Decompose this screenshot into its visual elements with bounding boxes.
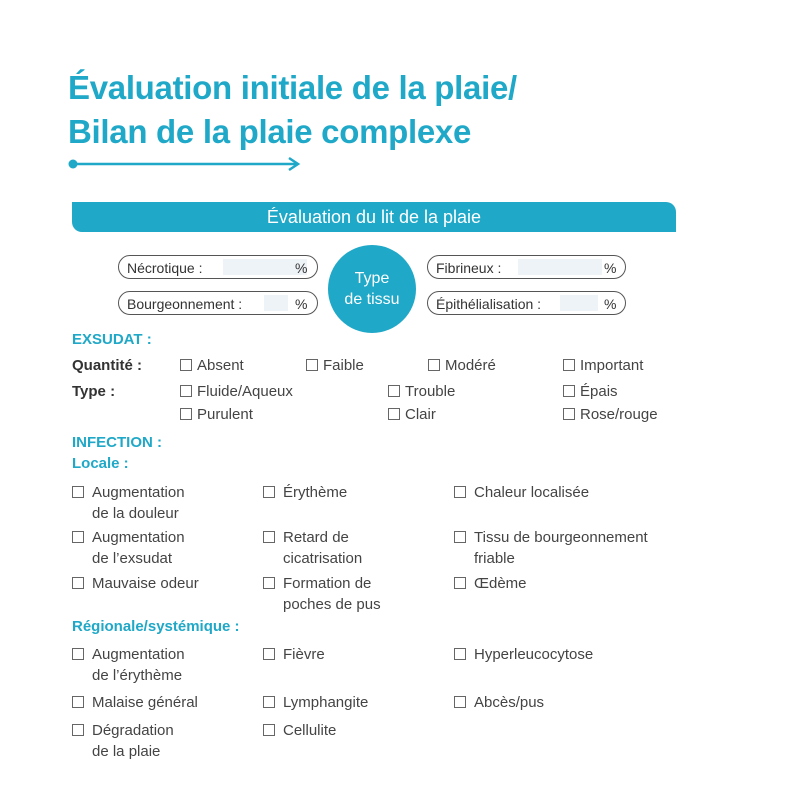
checkbox-oedeme[interactable] bbox=[454, 573, 527, 594]
checkbox-icon[interactable] bbox=[180, 385, 192, 397]
section-banner: Évaluation du lit de la plaie bbox=[72, 202, 676, 232]
checkbox-label: Malaise général bbox=[92, 694, 198, 711]
exsudat-heading: EXSUDAT : bbox=[72, 331, 152, 348]
checkbox-icon[interactable] bbox=[563, 408, 575, 420]
tissue-field-epithelialisation[interactable] bbox=[427, 291, 626, 315]
checkbox-label: Trouble bbox=[405, 383, 456, 400]
checkbox-hyperleucocytose[interactable] bbox=[454, 644, 593, 665]
checkbox-retard-cicatrisation[interactable] bbox=[263, 527, 362, 569]
tissue-field-label: Nécrotique : bbox=[127, 260, 203, 276]
checkbox-clair[interactable] bbox=[388, 404, 436, 425]
checkbox-label: Clair bbox=[405, 406, 436, 423]
checkbox-icon[interactable] bbox=[72, 531, 84, 543]
locale-heading: Locale : bbox=[72, 455, 129, 472]
regionale-heading: Régionale/systémique : bbox=[72, 618, 240, 635]
checkbox-label-line-2: poches de pus bbox=[283, 596, 381, 613]
checkbox-label: Important bbox=[580, 357, 644, 374]
tissue-field-fibrineux[interactable] bbox=[427, 255, 626, 279]
checkbox-degradation-plaie[interactable] bbox=[72, 720, 174, 762]
type-label: Type : bbox=[72, 383, 116, 400]
checkbox-lymphangite[interactable] bbox=[263, 692, 368, 713]
circle-line-2: de tissu bbox=[344, 291, 400, 308]
checkbox-icon[interactable] bbox=[428, 359, 440, 371]
checkbox-label: Lymphangite bbox=[283, 694, 369, 711]
percent-unit: % bbox=[295, 260, 308, 276]
arrow-right-icon bbox=[68, 156, 304, 172]
checkbox-label: Œdème bbox=[474, 575, 527, 592]
checkbox-trouble[interactable] bbox=[388, 381, 455, 402]
checkbox-icon[interactable] bbox=[263, 486, 275, 498]
percent-unit: % bbox=[604, 260, 617, 276]
checkbox-label-line-2: de la plaie bbox=[92, 743, 161, 760]
checkbox-augmentation-exsudat[interactable] bbox=[72, 527, 185, 569]
checkbox-icon[interactable] bbox=[72, 696, 84, 708]
checkbox-label: Rose/rouge bbox=[580, 406, 658, 423]
infection-heading: INFECTION : bbox=[72, 434, 162, 451]
checkbox-fluide-aqueux[interactable] bbox=[180, 381, 293, 402]
checkbox-erytheme[interactable] bbox=[263, 482, 347, 503]
checkbox-icon[interactable] bbox=[454, 696, 466, 708]
tissue-field-label: Fibrineux : bbox=[436, 260, 502, 276]
title-line-1: Évaluation initiale de la plaie/ bbox=[68, 69, 517, 106]
checkbox-faible[interactable] bbox=[306, 355, 364, 376]
tissue-field-label: Épithélialisation : bbox=[436, 296, 542, 312]
checkbox-poches-de-pus[interactable] bbox=[263, 573, 381, 615]
checkbox-label: Purulent bbox=[197, 406, 253, 423]
checkbox-icon[interactable] bbox=[180, 359, 192, 371]
checkbox-label: Épais bbox=[580, 383, 618, 400]
checkbox-purulent[interactable] bbox=[180, 404, 253, 425]
checkbox-cellulite[interactable] bbox=[263, 720, 336, 741]
checkbox-modere[interactable] bbox=[428, 355, 496, 376]
checkbox-abces-pus[interactable] bbox=[454, 692, 544, 713]
checkbox-augmentation-douleur[interactable] bbox=[72, 482, 185, 524]
percent-unit: % bbox=[604, 296, 617, 312]
checkbox-icon[interactable] bbox=[263, 724, 275, 736]
checkbox-icon[interactable] bbox=[263, 531, 275, 543]
percent-input[interactable] bbox=[560, 295, 598, 311]
checkbox-label: Hyperleucocytose bbox=[474, 646, 594, 663]
checkbox-label: Modéré bbox=[445, 357, 496, 374]
checkbox-malaise-general[interactable] bbox=[72, 692, 198, 713]
checkbox-label: Absent bbox=[197, 357, 244, 374]
checkbox-label-line-2: de l’érythème bbox=[92, 667, 183, 684]
checkbox-label-line-2: cicatrisation bbox=[283, 550, 363, 567]
checkbox-icon[interactable] bbox=[72, 486, 84, 498]
tissue-field-bourgeonnement[interactable] bbox=[118, 291, 318, 315]
tissue-field-label: Bourgeonnement : bbox=[127, 296, 243, 312]
checkbox-chaleur-localisee[interactable] bbox=[454, 482, 589, 503]
checkbox-rose-rouge[interactable] bbox=[563, 404, 658, 425]
checkbox-icon[interactable] bbox=[306, 359, 318, 371]
checkbox-label: Tissu de bourgeonnement bbox=[474, 529, 648, 546]
checkbox-icon[interactable] bbox=[388, 385, 400, 397]
checkbox-absent[interactable] bbox=[180, 355, 244, 376]
checkbox-icon[interactable] bbox=[454, 486, 466, 498]
checkbox-label: Fièvre bbox=[283, 646, 325, 663]
checkbox-icon[interactable] bbox=[263, 648, 275, 660]
checkbox-label: Fluide/Aqueux bbox=[197, 383, 293, 400]
checkbox-label: Augmentation bbox=[92, 646, 185, 663]
checkbox-tissu-bourgeonnement-friable[interactable] bbox=[454, 527, 648, 569]
checkbox-label: Érythème bbox=[283, 484, 348, 501]
checkbox-label: Retard de bbox=[283, 529, 349, 546]
checkbox-icon[interactable] bbox=[72, 648, 84, 660]
checkbox-icon[interactable] bbox=[454, 648, 466, 660]
checkbox-label: Dégradation bbox=[92, 722, 174, 739]
checkbox-icon[interactable] bbox=[263, 696, 275, 708]
page-title bbox=[68, 66, 517, 154]
quantite-label: Quantité : bbox=[72, 357, 142, 374]
checkbox-fievre[interactable] bbox=[263, 644, 325, 665]
tissue-type-circle bbox=[328, 245, 416, 333]
checkbox-icon[interactable] bbox=[388, 408, 400, 420]
checkbox-label: Cellulite bbox=[283, 722, 337, 739]
checkbox-label: Augmentation bbox=[92, 529, 185, 546]
percent-input[interactable] bbox=[264, 295, 288, 311]
checkbox-icon[interactable] bbox=[563, 359, 575, 371]
checkbox-label-line-2: friable bbox=[474, 550, 515, 567]
circle-line-1: Type bbox=[354, 270, 390, 287]
checkbox-important[interactable] bbox=[563, 355, 643, 376]
checkbox-label: Formation de bbox=[283, 575, 372, 592]
checkbox-icon[interactable] bbox=[72, 724, 84, 736]
checkbox-icon[interactable] bbox=[563, 385, 575, 397]
checkbox-icon[interactable] bbox=[263, 577, 275, 589]
checkbox-icon[interactable] bbox=[454, 531, 466, 543]
checkbox-epais[interactable] bbox=[563, 381, 618, 402]
checkbox-label-line-2: de l’exsudat bbox=[92, 550, 173, 567]
title-line-2: Bilan de la plaie complexe bbox=[68, 113, 472, 150]
checkbox-mauvaise-odeur[interactable] bbox=[72, 573, 199, 594]
checkbox-label: Abcès/pus bbox=[474, 694, 545, 711]
tissue-field-necrotique[interactable] bbox=[118, 255, 318, 279]
checkbox-icon[interactable] bbox=[454, 577, 466, 589]
checkbox-icon[interactable] bbox=[72, 577, 84, 589]
checkbox-label: Chaleur localisée bbox=[474, 484, 590, 501]
checkbox-label: Augmentation bbox=[92, 484, 185, 501]
checkbox-augmentation-erytheme[interactable] bbox=[72, 644, 185, 686]
percent-input[interactable] bbox=[518, 259, 602, 275]
checkbox-label: Faible bbox=[323, 357, 364, 374]
checkbox-label-line-2: de la douleur bbox=[92, 505, 179, 522]
percent-unit: % bbox=[295, 296, 308, 312]
checkbox-label: Mauvaise odeur bbox=[92, 575, 199, 592]
checkbox-icon[interactable] bbox=[180, 408, 192, 420]
